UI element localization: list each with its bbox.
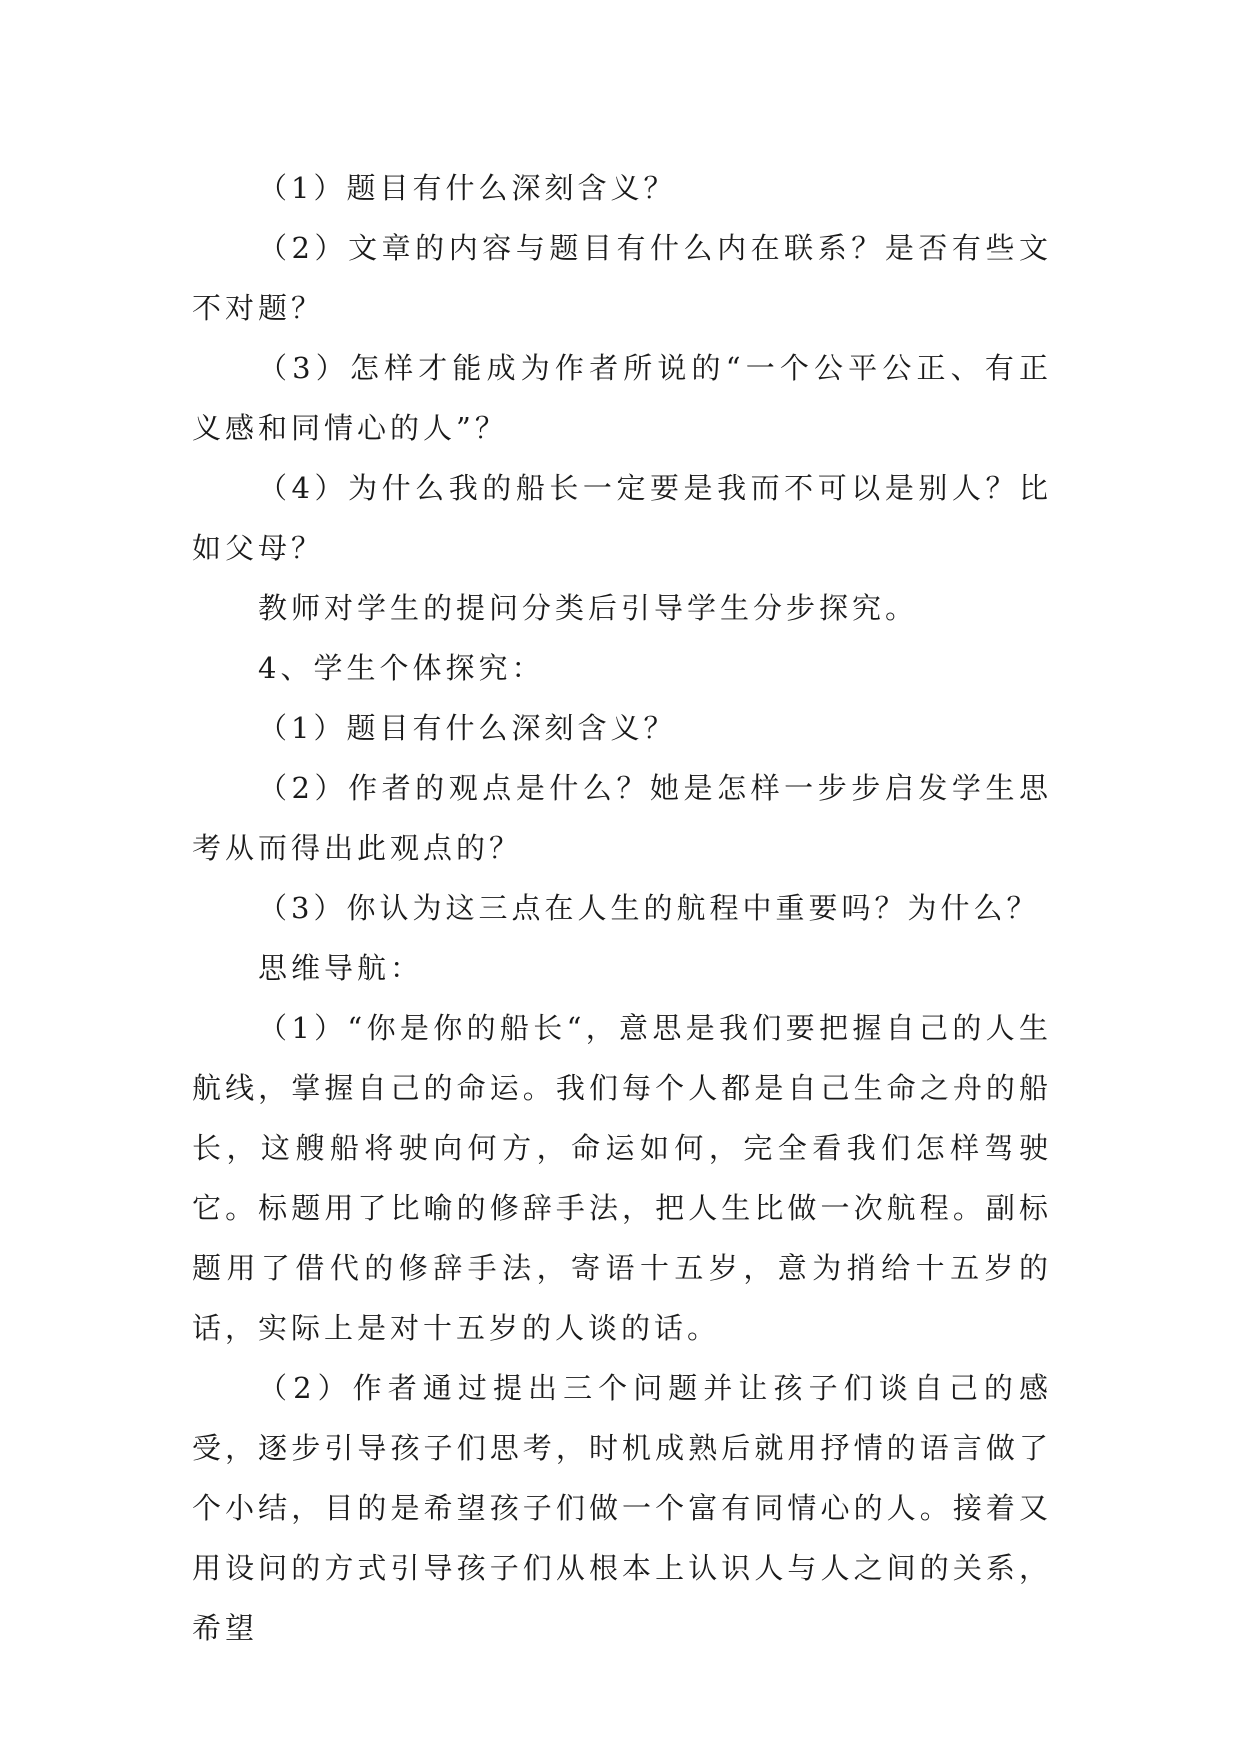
answer-1-paragraph: （1）“你是你的船长“，意思是我们要把握自己的人生航线，掌握自己的命运。我们每个人都是自己生命之舟的船长，这艘船将驶向何方，命运如何，完全看我们怎样驾驶它。标题用了比喻的修辞手法，把人生比做一次航程。副标题用了借代的修辞手法，寄语十五岁，意为捎给十五岁的话，实际上是对十五岁的人谈的话。 xyxy=(192,1011,1052,1345)
inquiry-question-3-paragraph: （3）你认为这三点在人生的航程中重要吗？为什么？ xyxy=(258,891,1040,925)
teacher-guidance-paragraph: 教师对学生的提问分类后引导学生分步探究。 xyxy=(258,591,919,625)
question-4-paragraph: （4）为什么我的船长一定要是我而不可以是别人？比如父母？ xyxy=(192,471,1052,565)
answer-2-paragraph: （2）作者通过提出三个问题并让孩子们谈自己的感受，逐步引导孩子们思考，时机成熟后就用抒情的语言做了个小结，目的是希望孩子们做一个富有同情心的人。接着又用设问的方式引导孩子们从根本上认识人与人之间的关系，希望 xyxy=(192,1371,1052,1645)
question-1-paragraph: （1）题目有什么深刻含义？ xyxy=(258,171,677,205)
document-body xyxy=(192,158,1052,1658)
section-heading-individual-inquiry: 4、学生个体探究： xyxy=(258,651,545,685)
question-3-paragraph: （3）怎样才能成为作者所说的“一个公平公正、有正义感和同情心的人”？ xyxy=(192,351,1052,445)
inquiry-question-1-paragraph: （1）题目有什么深刻含义？ xyxy=(258,711,677,745)
question-2-paragraph: （2）文章的内容与题目有什么内在联系？是否有些文不对题？ xyxy=(192,231,1052,325)
inquiry-question-2-paragraph: （2）作者的观点是什么？她是怎样一步步启发学生思考从而得出此观点的？ xyxy=(192,771,1052,865)
thinking-navigation-heading: 思维导航： xyxy=(258,951,424,985)
